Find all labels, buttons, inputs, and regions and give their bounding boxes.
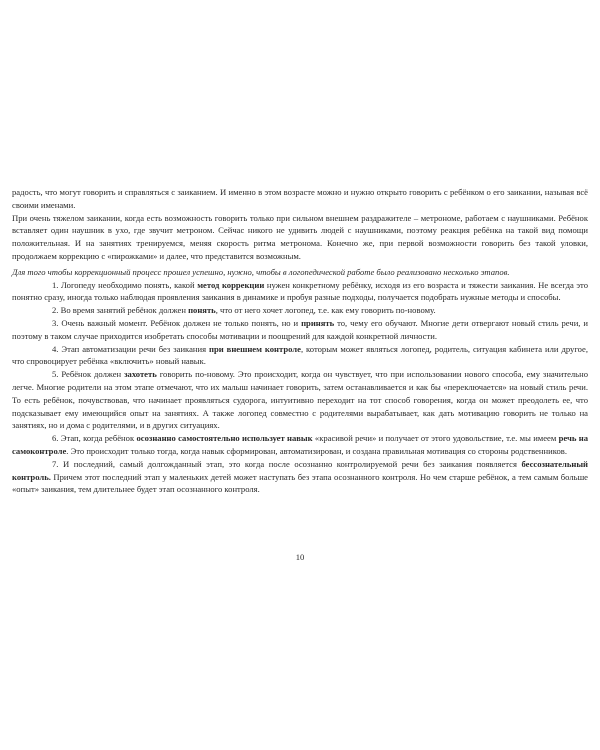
- term-want: захотеть: [124, 369, 157, 380]
- paragraph-stages-intro: Для того чтобы коррекционный процесс прошел успешно, нужно, чтобы в логопедической работе было реализовано несколько этапов.: [12, 266, 510, 277]
- paragraph-stage-2: 2. Во время занятий ребёнок должен понять, что от него хочет логопед, т.е. как ему говорить по-новому.: [52, 305, 436, 316]
- term-conscious-use: осознанно самостоятельно использует навык: [136, 433, 313, 444]
- paragraph-metronome: При очень тяжелом заикании, когда есть возможность говорить только при сильном внешнем раздражителе – метрономе, работаем с наушниками. Ребёнок вставляет один наушник в ухо, где звучит метроном. Сейчас никого не удивить людей с наушниками, поэтому реакция ребёнка на такой вид помощи положительная. И на занятиях тренируемся, меняя скорость ритма метронома. Конечно же, при первой возможности говорить без такой уловки, продолжаем коррекцию с «пирожками» и далее, что представится возможным.: [12, 212, 588, 261]
- paragraph-stage-3: 3. Очень важный момент. Ребёнок должен не только понять, но и принять то, чему его обучают. Многие дети отвергают новый стиль речи, и поэтому в таком случае приходится изобретать способы мотивации и поощрений для каждой конкретной личности.: [12, 317, 588, 341]
- term-external-control: при внешнем контроле: [209, 343, 301, 354]
- body-text: [12, 186, 588, 496]
- paragraph-stage-6: 6. Этап, когда ребёнок осознанно самостоятельно использует навык «красивой речи» и получает от этого удовольствие, т.е. мы имеем речь на самоконтроле. Это происходит только тогда, когда навык сформирован, автоматизирован, и создана правильная мотивация со стороны родственников.: [12, 433, 589, 456]
- term-understand: понять: [188, 305, 216, 316]
- paragraph-stage-1: 1. Логопеду необходимо понять, какой метод коррекции нужен конкретному ребёнку, исходя из его возраста и тяжести заикания. Не всегда это понятно сразу, иногда только наблюдая проявления заикания в динамике и пробуя разные подходы, получается подобрать нужные методы и способы.: [12, 279, 588, 303]
- paragraph-stage-7: 7. И последний, самый долгожданный этап, это когда после осознанно контролируемой речи без заикания появляется бессознательный контроль. Причем этот последний этап у маленьких детей может наступать без этапа осознанного контроля. Но чем старше ребёнок, а тем самым больше «опыт» заикания, тем длительнее будет этап осознанного контроля.: [12, 458, 588, 495]
- paragraph-stage-5: 5. Ребёнок должен захотеть говорить по-новому. Это происходит, когда он чувствует, что при использовании нового способа, ему значительно легче. Многие родители на этом этапе отмечают, что их малыш начинает говорить, затем останавливается и как бы «переключается» на новый стиль речи. То есть ребёнок, почувствовав, что начинает проявляться судорога, интуитивно переходит на тот способ говорения, когда он может преодолеть ее, что подсказывает ему имеющийся опыт на занятиях. А также логопед совместно с родителями вырабатывает, как дать мотивацию говорить не только на занятиях, но и дома с родителями, и в других ситуациях.: [12, 369, 588, 431]
- term-accept: принять: [301, 317, 335, 328]
- paragraph-continuation: радость, что могут говорить и справляться с заиканием. И именно в этом возрасте можно и нужно открыто говорить с ребёнком о его заикании, называя всё своими именами.: [12, 187, 588, 210]
- term-unconscious-control: бессознательный контроль.: [12, 458, 588, 482]
- paragraph-stage-4: 4. Этап автоматизации речи без заикания при внешнем контроле, которым может являться логопед, родитель, ситуация кабинета или другое, что спровоцирует ребёнка «включить» новый навык.: [12, 343, 588, 367]
- page-number: 10: [295, 552, 305, 562]
- term-self-control-speech: речь на самоконтроле: [12, 433, 589, 456]
- term-correction-method: метод коррекции: [197, 279, 265, 290]
